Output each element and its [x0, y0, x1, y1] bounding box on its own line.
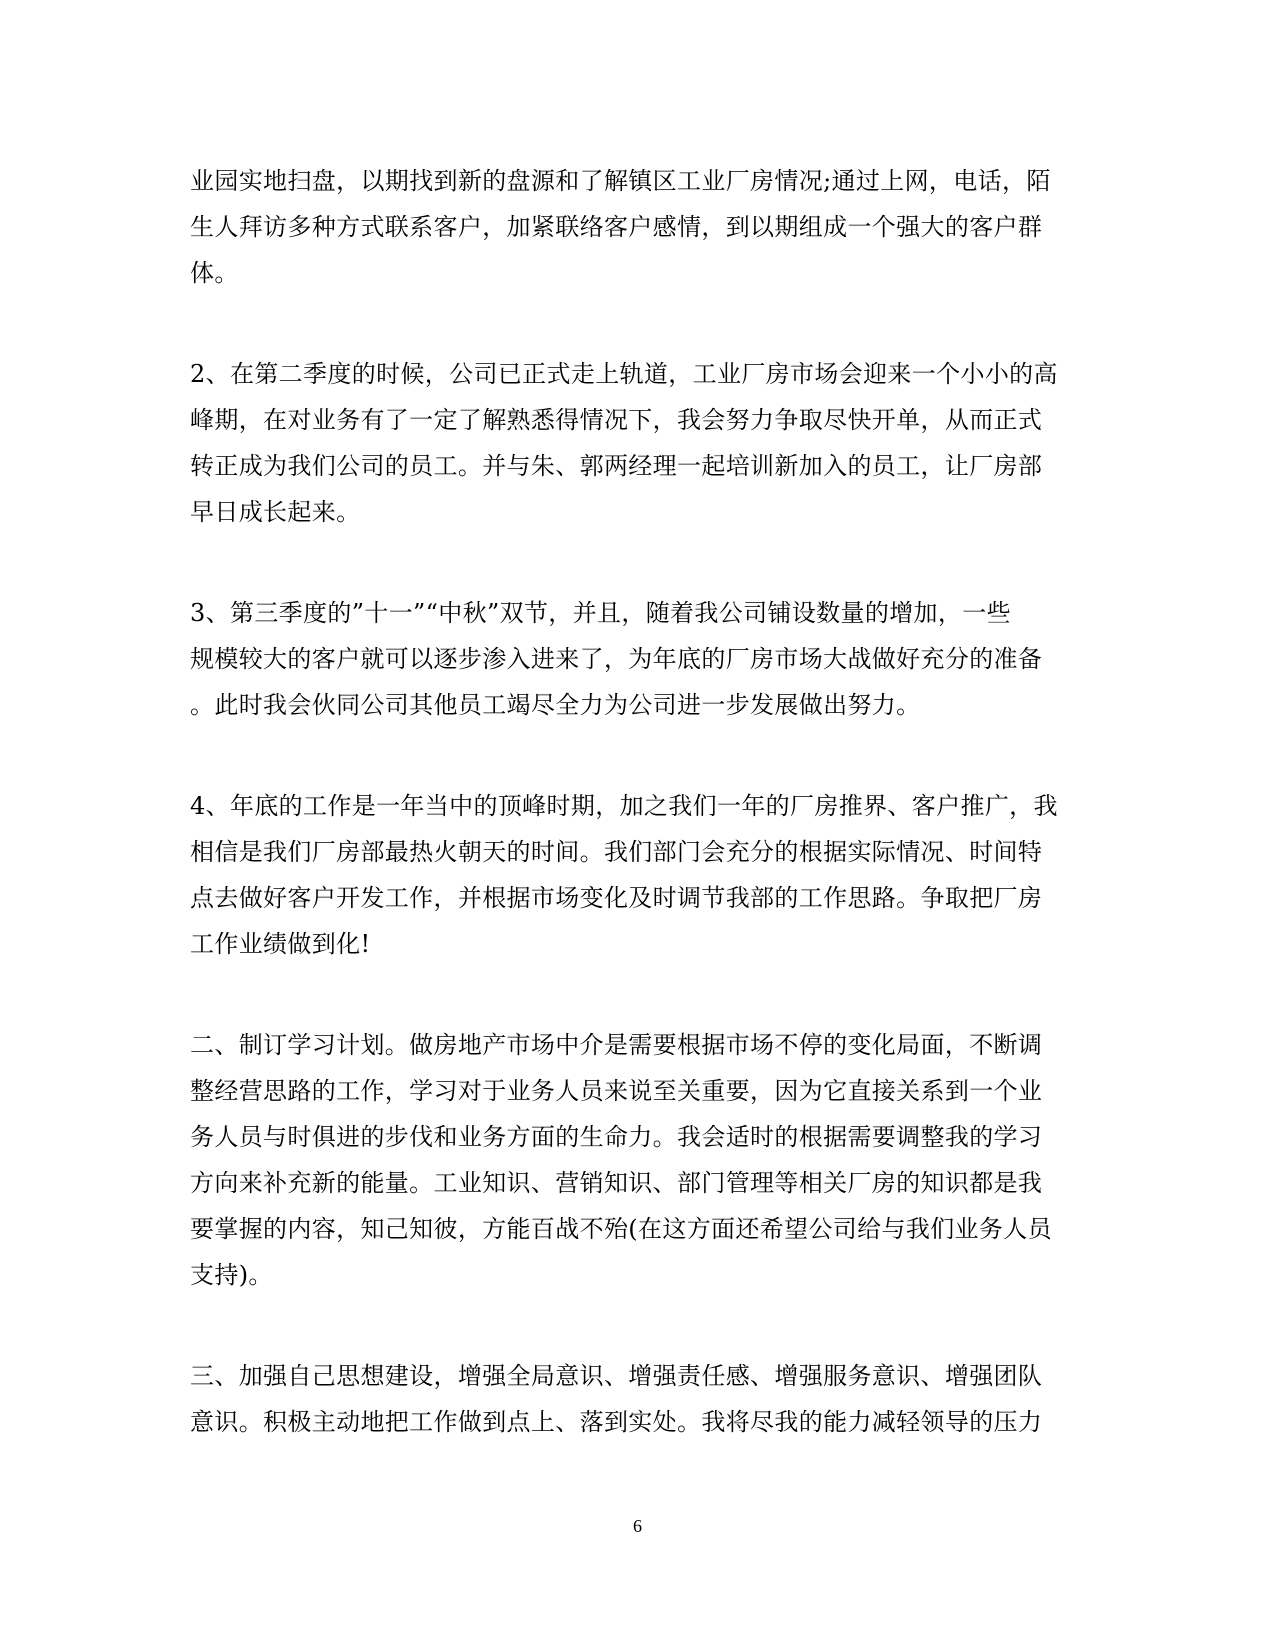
text-line: 点去做好客户开发工作，并根据市场变化及时调节我部的工作思路。争取把厂房 — [190, 884, 1043, 912]
text-line: 相信是我们厂房部最热火朝天的时间。我们部门会充分的根据实际情况、时间特 — [190, 838, 1043, 866]
text-line: 整经营思路的工作，学习对于业务人员来说至关重要，因为它直接关系到一个业 — [190, 1077, 1043, 1105]
text-line: 3、第三季度的”十一”“中秋”双节，并且，随着我公司铺设数量的增加，一些 — [190, 599, 1011, 627]
text-line: 4、年底的工作是一年当中的顶峰时期，加之我们一年的厂房推界、客户推广，我 — [190, 792, 1058, 820]
text-line: 工作业绩做到化! — [190, 930, 371, 958]
text-line: 方向来补充新的能量。工业知识、营销知识、部门管理等相关厂房的知识都是我 — [190, 1169, 1043, 1197]
text-line: 早日成长起来。 — [190, 498, 361, 526]
text-line: 。此时我会伙同公司其他员工竭尽全力为公司进一步发展做出努力。 — [190, 691, 921, 719]
text-line: 意识。积极主动地把工作做到点上、落到实处。我将尽我的能力减轻领导的压力 — [190, 1408, 1043, 1436]
paragraph-4 — [190, 783, 1095, 967]
text-line: 规模较大的客户就可以逐步渗入进来了，为年底的厂房市场大战做好充分的准备 — [190, 645, 1043, 673]
page-number: 6 — [633, 1516, 642, 1536]
paragraph-5 — [190, 1022, 1095, 1298]
text-line: 三、加强自己思想建设，增强全局意识、增强责任感、增强服务意识、增强团队 — [190, 1362, 1043, 1390]
paragraph-1 — [190, 158, 1095, 296]
text-line: 峰期，在对业务有了一定了解熟悉得情况下，我会努力争取尽快开单，从而正式 — [190, 406, 1043, 434]
text-line: 转正成为我们公司的员工。并与朱、郭两经理一起培训新加入的员工，让厂房部 — [190, 452, 1043, 480]
text-line: 二、制订学习计划。做房地产市场中介是需要根据市场不停的变化局面，不断调 — [190, 1031, 1043, 1059]
body-text — [190, 158, 1095, 1445]
text-line: 要掌握的内容，知己知彼，方能百战不殆(在这方面还希望公司给与我们业务人员 — [190, 1215, 1052, 1243]
paragraph-spacing — [190, 1298, 1095, 1353]
text-line: 2、在第二季度的时候，公司已正式走上轨道，工业厂房市场会迎来一个小小的高 — [190, 360, 1058, 388]
paragraph-2 — [190, 351, 1095, 535]
text-line: 业园实地扫盘，以期找到新的盘源和了解镇区工业厂房情况;通过上网，电话，陌 — [190, 167, 1051, 195]
text-line: 支持)。 — [190, 1261, 273, 1289]
paragraph-spacing — [190, 296, 1095, 351]
paragraph-6 — [190, 1353, 1095, 1445]
paragraph-3 — [190, 590, 1095, 728]
paragraph-spacing — [190, 535, 1095, 590]
paragraph-spacing — [190, 967, 1095, 1022]
text-line: 体。 — [190, 259, 239, 287]
text-line: 生人拜访多种方式联系客户，加紧联络客户感情，到以期组成一个强大的客户群 — [190, 213, 1043, 241]
text-line: 务人员与时俱进的步伐和业务方面的生命力。我会适时的根据需要调整我的学习 — [190, 1123, 1043, 1151]
paragraph-spacing — [190, 728, 1095, 783]
